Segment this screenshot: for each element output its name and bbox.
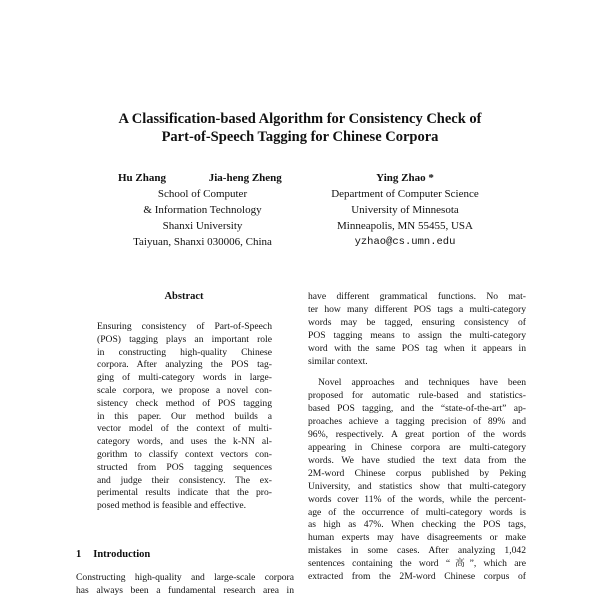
text-line: words. We have studied the text data from the <box>308 454 526 466</box>
text-line: Constructing high-quality and large-scale corpora <box>76 572 294 583</box>
affiliation-line: & Information Technology <box>143 204 262 216</box>
text-line: 96%, respectively. A great portion of the words <box>308 429 526 441</box>
text-line: Ensuring consistency of Part-of-Speech <box>97 321 272 332</box>
text-line: University, and statistics show that multi-category <box>308 480 526 492</box>
text-line: structed from POS tagging sequences <box>97 461 272 473</box>
affiliation-line: Shanxi University <box>162 220 243 232</box>
text-line: age of the occurrence of multi-category words is <box>308 506 526 518</box>
text-line: in this paper. Our method builds a <box>97 410 272 422</box>
text-line: based POS tagging, and the “state-of-the-art” ap- <box>308 403 526 415</box>
title-line-2: Part-of-Speech Tagging for Chinese Corpora <box>161 129 439 145</box>
author-hu-zhang: Hu Zhang <box>118 172 166 184</box>
text-line: posed method is feasible and effective. <box>97 500 247 512</box>
text-line: perimental results indicate that the pro- <box>97 487 272 499</box>
text-line: mistakes in some cases. After analyzing 1,042 <box>308 545 526 557</box>
text-line: words cover 11% of the words, while the percent- <box>308 493 526 505</box>
affiliation-line: Taiyuan, Shanxi 030006, China <box>133 236 272 248</box>
left-affiliation <box>110 186 295 250</box>
text-line: proaches achieve a tagging precision of 89% and <box>308 416 526 428</box>
text-line: word with the same POS tag when it appears in <box>308 342 526 354</box>
author-ying-zhao: Ying Zhao * <box>376 172 434 184</box>
text-line: gorithm to classify context vectors con- <box>97 448 272 460</box>
section-number: 1 <box>76 549 82 560</box>
section-heading-introduction <box>76 549 150 560</box>
text-line: ging of multi-category words in large- <box>97 372 272 384</box>
author-email: yzhao@cs.umn.edu <box>354 236 456 248</box>
text-line: in constructing high-quality Chinese <box>97 346 272 358</box>
text-line: 2M-word Chinese corpus published by Peking <box>308 467 526 479</box>
text-line: scale corpora, we propose a novel con- <box>97 384 272 396</box>
text-line: proposed for automatic rule-based and statistics- <box>308 390 526 402</box>
paragraph-novel-approaches <box>308 377 526 584</box>
text-line: has always been a fundamental research area in <box>76 584 294 596</box>
text-line: vector model of the context of multi- <box>97 423 272 435</box>
text-line: as high as 47%. When checking the POS tags, <box>308 519 526 531</box>
text-line: POS tagging means to assign the multi-category <box>308 329 526 341</box>
left-author-names <box>118 172 318 184</box>
text-line: Novel approaches and techniques have been <box>318 377 526 389</box>
text-line: similar context. <box>308 355 368 367</box>
paragraph-continued <box>308 291 526 368</box>
text-line: sentences containing the word “高”, which are <box>308 558 526 570</box>
text-line: sistency check method of POS tagging <box>97 397 272 409</box>
text-line: have different grammatical functions. No mat- <box>308 291 526 302</box>
text-line: category words, and uses the k-NN al- <box>97 436 272 448</box>
text-line: and judge their consistency. The ex- <box>97 474 272 486</box>
affiliation-line: School of Computer <box>157 188 248 200</box>
introduction-body <box>76 572 294 598</box>
paper-title <box>60 110 540 146</box>
affiliation-line: Minneapolis, MN 55455, USA <box>337 220 473 232</box>
text-line: ter how many different POS tags a multi-category <box>308 303 526 315</box>
affiliation-line: University of Minnesota <box>351 204 459 216</box>
title-line-1: A Classification-based Algorithm for Consistency Check of <box>118 111 482 127</box>
text-line: appearing in Chinese corpora are multi-category <box>308 441 526 453</box>
text-line: corpora. After analyzing the POS tag- <box>97 359 272 371</box>
text-line: human experts may have disagreements or make <box>308 532 526 544</box>
abstract-heading: Abstract <box>164 291 204 302</box>
section-title: Introduction <box>93 549 151 560</box>
right-column <box>308 291 526 593</box>
text-line: extracted from the 2M-word Chinese corpus of <box>308 571 526 583</box>
affiliation-line: Department of Computer Science <box>331 188 479 200</box>
right-affiliation <box>310 186 500 250</box>
author-jia-heng-zheng: Jia-heng Zheng <box>208 172 282 184</box>
text-line: (POS) tagging plays an important role <box>97 333 272 345</box>
abstract-body <box>97 321 272 513</box>
text-line: words may be tagged, ensuring consistency of <box>308 316 526 328</box>
